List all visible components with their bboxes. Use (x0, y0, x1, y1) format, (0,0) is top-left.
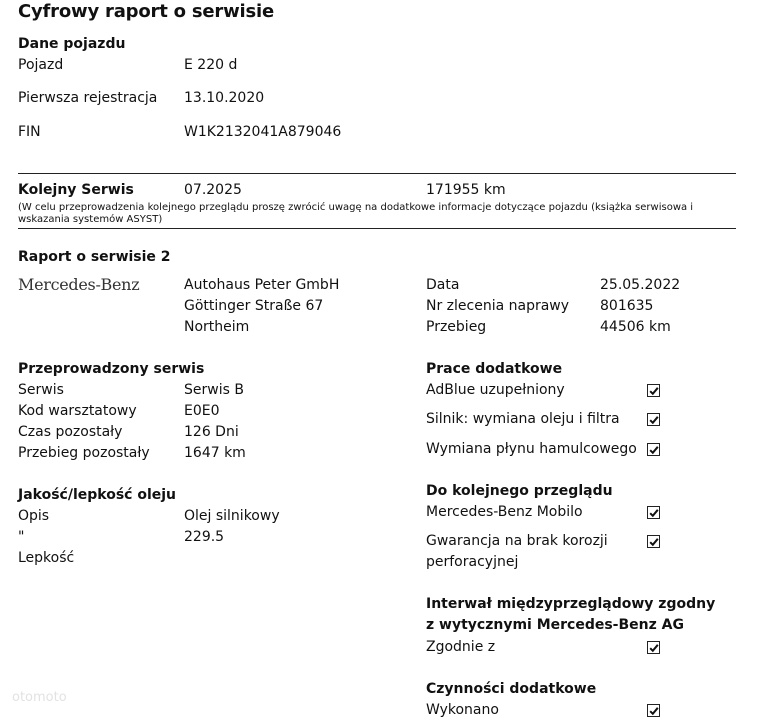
checkbox-oil-change[interactable] (647, 413, 660, 426)
service-value: Serwis B (184, 382, 244, 398)
oil-description-label: Opis (18, 508, 50, 524)
check-icon (648, 536, 660, 548)
oil-heading: Jakość/lepkość oleju (18, 487, 177, 503)
service-label: Serwis (18, 382, 64, 398)
fin-label: FIN (18, 124, 41, 140)
until-next-item: Mercedes-Benz Mobilo (426, 504, 583, 520)
mileage-remaining-value: 1647 km (184, 445, 246, 461)
watermark-logo: otomoto (12, 690, 67, 705)
interval-heading: Interwał międzyprzeglądowy zgodny z wytycznymi Mercedes-Benz AG (426, 596, 716, 633)
divider-top (18, 173, 736, 174)
divider-bottom (18, 228, 736, 229)
mileage-remaining-label: Przebieg pozostały (18, 445, 150, 461)
mileage-value: 44506 km (600, 319, 671, 335)
checkbox-done[interactable] (647, 704, 660, 717)
dealer-street: Göttinger Straße 67 (184, 298, 324, 314)
dealer-city: Northeim (184, 319, 250, 335)
checkbox-corrosion-warranty[interactable] (647, 535, 660, 548)
dealer-name: Autohaus Peter GmbH (184, 277, 340, 293)
until-next-heading: Do kolejnego przeglądu (426, 483, 613, 499)
date-label: Data (426, 277, 460, 293)
check-icon (648, 507, 660, 519)
report-heading: Raport o serwisie 2 (18, 249, 171, 265)
extra-work-heading: Prace dodatkowe (426, 361, 563, 377)
viscosity-label: Lepkość (18, 550, 75, 566)
interval-item: Zgodnie z (426, 639, 496, 655)
additional-heading: Czynności dodatkowe (426, 681, 597, 697)
time-remaining-value: 126 Dni (184, 424, 239, 440)
extra-work-item: Wymiana płynu hamulcowego (426, 441, 637, 457)
service-heading: Przeprowadzony serwis (18, 361, 205, 377)
oil-spec-label: " (18, 529, 25, 545)
next-service-date: 07.2025 (184, 182, 242, 198)
workshop-code-value: E0E0 (184, 403, 220, 419)
checkbox-adblue[interactable] (647, 384, 660, 397)
mileage-label: Przebieg (426, 319, 487, 335)
mercedes-benz-logo: Mercedes-Benz (18, 275, 140, 294)
vehicle-label: Pojazd (18, 57, 64, 73)
time-remaining-label: Czas pozostały (18, 424, 123, 440)
next-service-label: Kolejny Serwis (18, 182, 134, 198)
check-icon (648, 414, 660, 426)
next-service-km: 171955 km (426, 182, 506, 198)
check-icon (648, 385, 660, 397)
extra-work-item: Silnik: wymiana oleju i filtra (426, 411, 620, 427)
checkbox-compliant[interactable] (647, 641, 660, 654)
order-number-value: 801635 (600, 298, 654, 314)
date-value: 25.05.2022 (600, 277, 681, 293)
fin-value: W1K2132041A879046 (184, 124, 342, 140)
check-icon (648, 705, 660, 717)
first-registration-value: 13.10.2020 (184, 90, 265, 106)
order-number-label: Nr zlecenia naprawy (426, 298, 570, 314)
check-icon (648, 444, 660, 456)
oil-spec-value: 229.5 (184, 529, 225, 545)
oil-description-value: Olej silnikowy (184, 508, 280, 524)
additional-item: Wykonano (426, 702, 499, 718)
workshop-code-label: Kod warsztatowy (18, 403, 137, 419)
page-title: Cyfrowy raport o serwisie (18, 1, 274, 22)
vehicle-heading: Dane pojazdu (18, 36, 126, 52)
checkbox-mobilo[interactable] (647, 506, 660, 519)
next-service-note: (W celu przeprowadzenia kolejnego przeglądu proszę zwrócić uwagę na dodatkowe informacje dotyczące pojazdu (książka serwisowa i wskazania systemów ASYST) (18, 202, 694, 225)
checkbox-brake-fluid[interactable] (647, 443, 660, 456)
until-next-item: Gwarancja na brak korozji perforacyjnej (426, 533, 608, 570)
first-registration-label: Pierwsza rejestracja (18, 90, 158, 106)
extra-work-item: AdBlue uzupełniony (426, 382, 565, 398)
vehicle-value: E 220 d (184, 57, 238, 73)
check-icon (648, 642, 660, 654)
